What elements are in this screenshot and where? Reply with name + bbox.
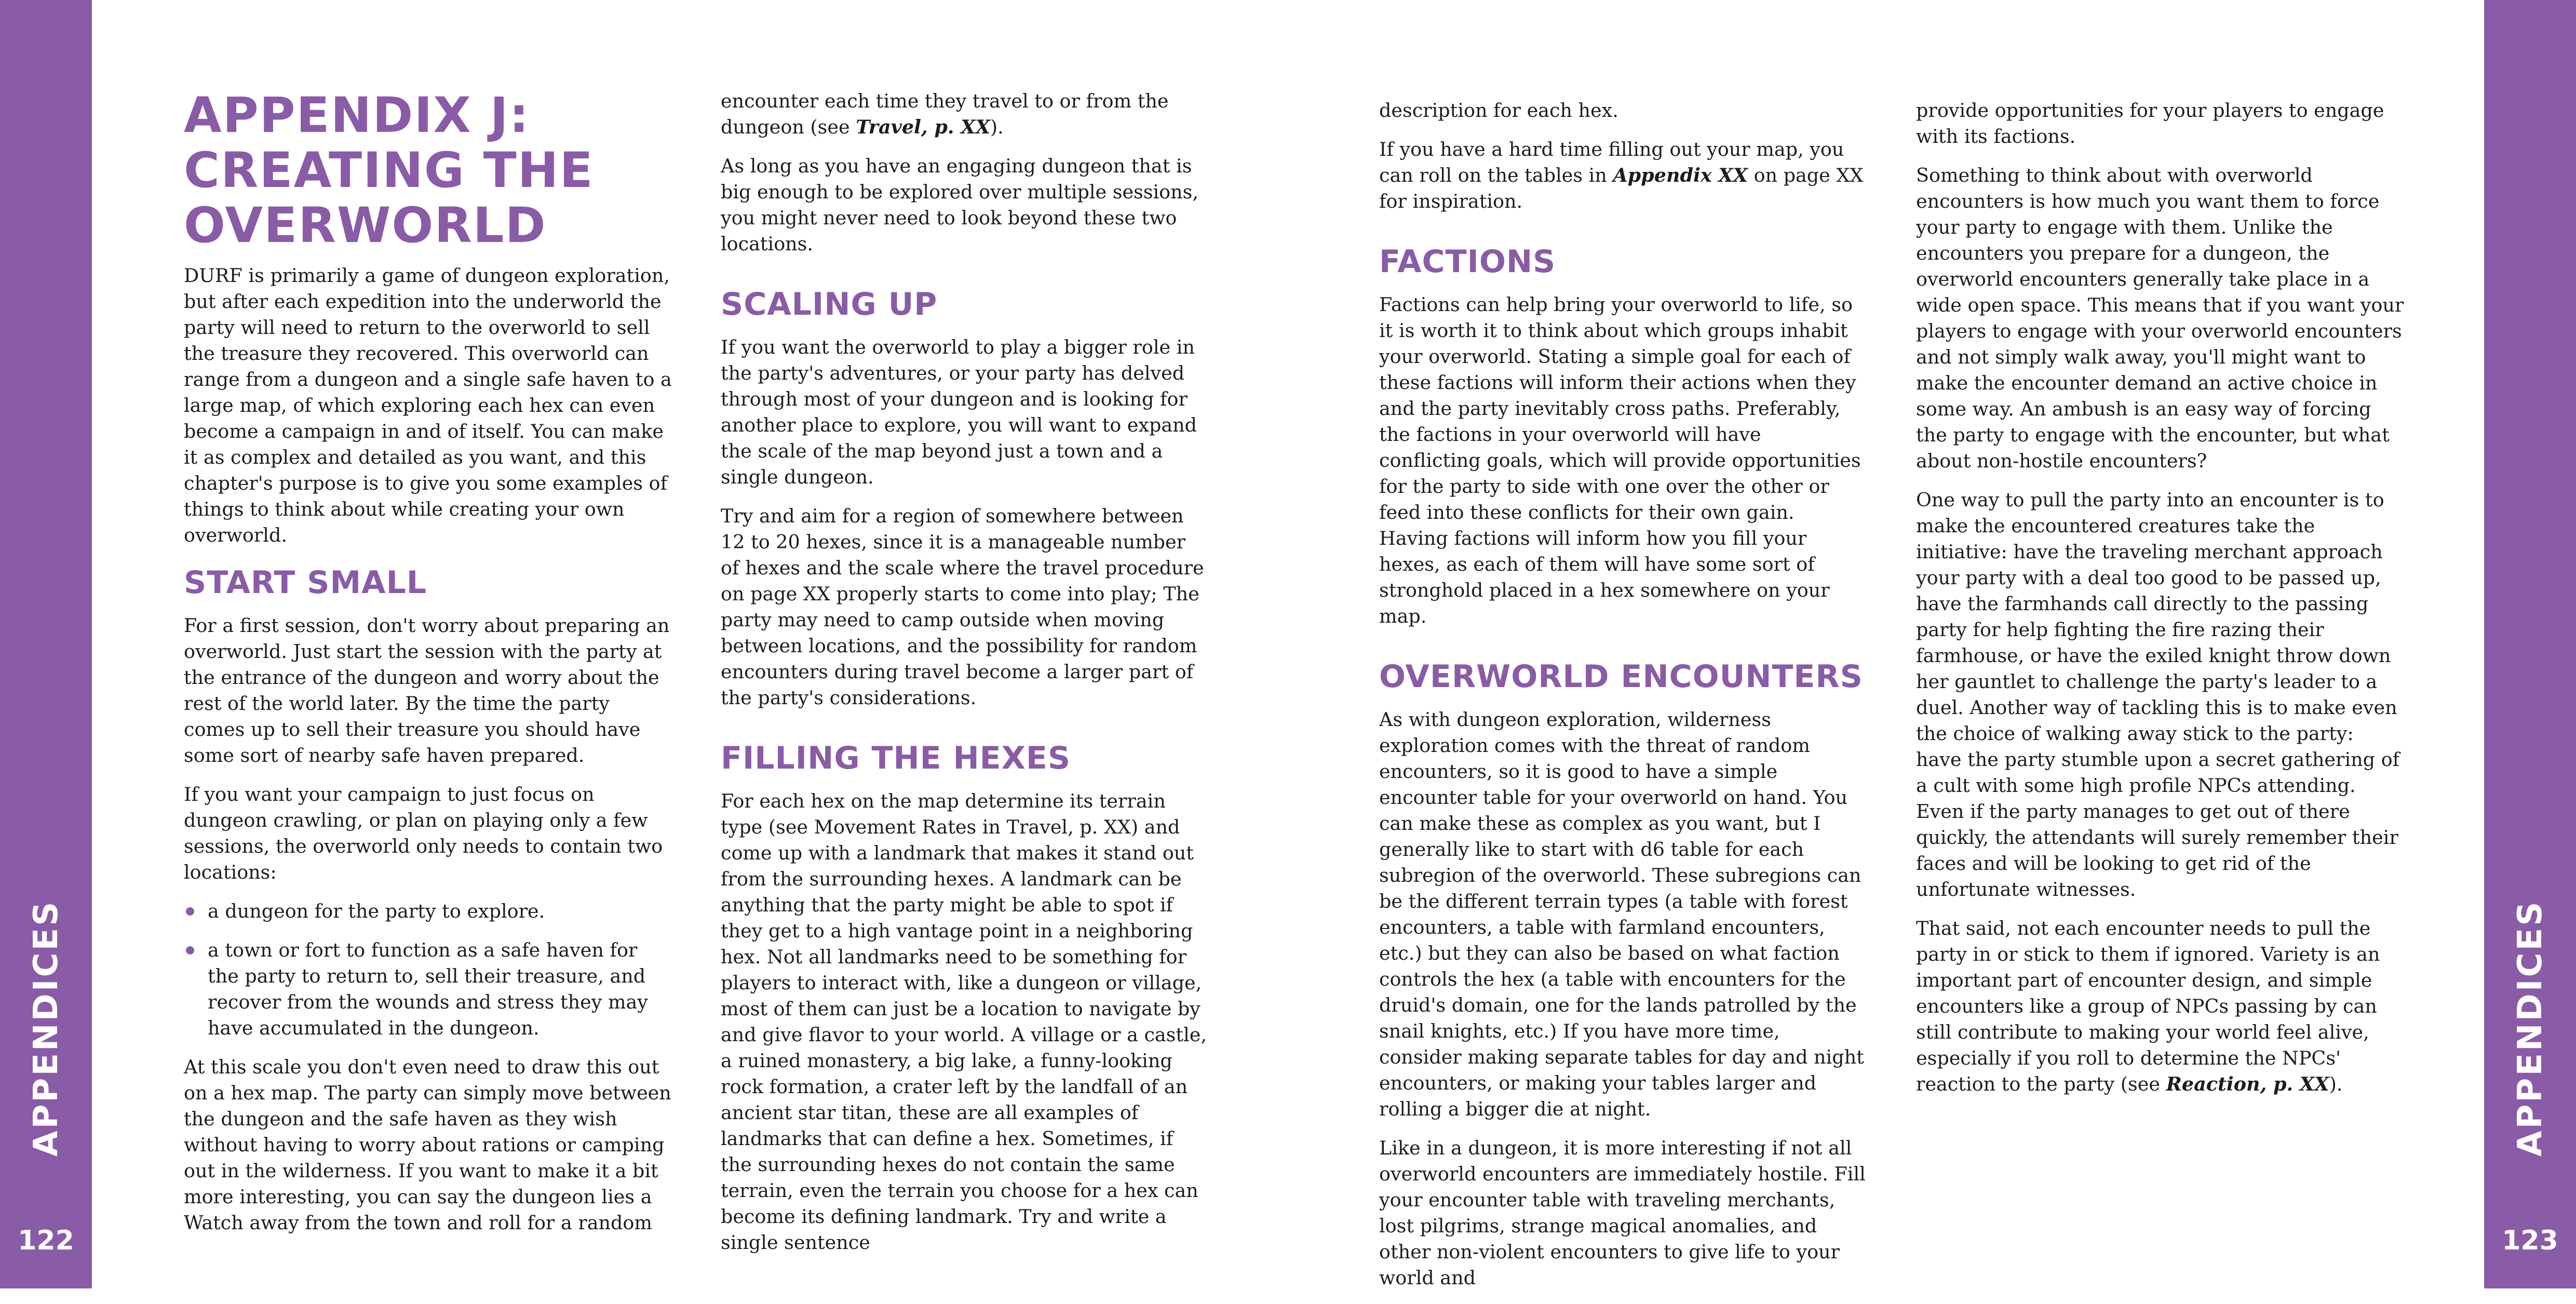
heading-start-small: START SMALL — [184, 564, 427, 601]
paragraph: As long as you have an engaging dungeon that is big enough to be explored over multiple sessions, you might never need to look beyond these two locations. — [721, 155, 1199, 255]
column-1 — [184, 88, 672, 1249]
paragraph: Try and aim for a region of somewhere between 12 to 20 hexes, since it is a manageable number of hexes and the scale where the travel procedure on page XX properly starts to come into play; The party may need to camp outside when moving between locations, and the possibility for random encounters during travel become a larger part of the party's considerations. — [721, 505, 1204, 709]
cross-reference: Reaction, p. XX — [2166, 1073, 2329, 1095]
page-title: APPENDIX J: CREATING THE OVERWORLD — [184, 87, 594, 254]
paragraph: Factions can help bring your overworld to life, so it is worth it to think about which groups inhabit your overworld. Stating a simple goal for each of these factions will inform their actions when they and the party inevitably cross paths. Preferably, the factions in your overworld will have conflicting goals, which will provide opportunities for the party to side with one over the other or feed into these conflicts for their own gain. Having factions will inform how you fill your hexes, as each of them will have some sort of stronghold placed in a hex somewhere on your map. — [1379, 293, 1861, 627]
paragraph: At this scale you don't even need to draw this out on a hex map. The party can simply move between the dungeon and the safe haven as they wish without having to worry about rations or camping out in the wilderness. If you want to make it a bit more interesting, you can say the dungeon lies a Watch away from the town and roll for a random — [184, 1056, 671, 1234]
paragraph — [1916, 916, 2404, 1097]
column-2 — [721, 88, 1209, 1269]
heading-factions: FACTIONS — [1379, 244, 1556, 280]
paragraph: Something to think about with overworld encounters is how much you want them to force your party to engage with them. Unlike the encounters you prepare for a dungeon, the overworld encounters generally take place in a wide open space. This means that if you want your players to engage with your overworld encounters and not simply walk away, you'll might want to make the encounter demand an active choice in some way. An ambush is an easy way of forcing the party to engage with the encounter, but what about non-hostile encounters? — [1916, 164, 2404, 472]
paragraph: Like in a dungeon, it is more interesting if not all overworld encounters are immediately hostile. Fill your encounter table with traveling merchants, lost pilgrims, strange magical anomalies, and other non-violent encounters to give life to your world and — [1379, 1137, 1866, 1289]
left-section-label: APPENDICES — [26, 899, 65, 1157]
right-section-label: APPENDICES — [2511, 899, 2550, 1157]
location-list — [184, 898, 672, 1041]
heading-filling-the-hexes: FILLING THE HEXES — [721, 740, 1071, 776]
heading-scaling-up: SCALING UP — [721, 286, 938, 322]
text-run: If you have a hard time filling out your map, you can roll on the tables in — [1379, 138, 1844, 186]
intro-paragraph: DURF is primarily a game of dungeon exploration, but after each expedition into the underworld the party will need to return to the overworld to sell the treasure they recovered. This overworld can range from a dungeon and a single safe haven to a large map, of which exploring each hex can even become a campaign in and of itself. You can make it as complex and detailed as you want, and this chapter's purpose is to give you some examples of things to think about while creating your own overworld. — [184, 264, 672, 546]
cross-reference: Travel, p. XX — [856, 116, 990, 138]
paragraph: For a first session, don't worry about preparing an overworld. Just start the session with the party at the entrance of the dungeon and worry about the rest of the world later. By the time the party comes up to sell their treasure you should have some sort of nearby safe haven prepared. — [184, 614, 670, 767]
text-run: ). — [990, 116, 1004, 138]
column-4 — [1916, 98, 2404, 1110]
paragraph: provide opportunities for your players to engage with its factions. — [1916, 99, 2384, 147]
paragraph: As with dungeon exploration, wilderness exploration comes with the threat of random encounters, so it is good to have a simple encounter table for your overworld on hand. You can make these as complex as you want, but I generally like to start with d6 table for each subregion of the overworld. These subregions can be the different terrain types (a table with forest encounters, a table with farmland encounters, etc.) but they can also be based on what faction controls the hex (a table with encounters for the druid's domain, one for the lands patrolled by the snail knights, etc.) If you have more time, consider making separate tables for day and night encounters, or making your tables larger and rolling a bigger die at night. — [1379, 708, 1864, 1120]
cross-reference: Appendix XX — [1613, 164, 1748, 186]
text-run: That said, not each encounter needs to pull the party in or stick to them if ignored. Variety is an important part of encounter design, and simple encounters like a group of NPCs passing by can still contribute to making your world feel alive, especially if you roll to determine the NPCs' reaction to the party (see — [1916, 917, 2380, 1095]
paragraph: If you want your campaign to just focus on dungeon crawling, or plan on playing only a few sessions, the overworld only needs to contain two locations: — [184, 783, 663, 883]
list-item: a dungeon for the party to explore. — [184, 898, 672, 924]
text-run: encounter each time they travel to or from the dungeon (see — [721, 90, 1169, 138]
paragraph: If you want the overworld to play a bigger role in the party's adventures, or your party has delved through most of your dungeon and is looking for another place to explore, you will want to expand the scale of the map beyond just a town and a single dungeon. — [721, 336, 1197, 488]
column-3 — [1379, 98, 1867, 1304]
left-page-number: 122 — [18, 1225, 74, 1256]
paragraph — [721, 88, 1209, 140]
right-margin-bar — [2484, 0, 2576, 1288]
paragraph: One way to pull the party into an encounter is to make the encountered creatures take the initiative: have the traveling merchant approach your party with a deal too good to be passed up, have the farmhands call directly to the passing party for help fighting the fire razing their farmhouse, or have the exiled knight throw down her gauntlet to challenge the party's leader to a duel. Another way of tackling this is to make even the choice of walking away stick to the party: have the party stumble upon a secret gathering of a cult with some high profile NPCs attending. Even if the party manages to get out of there quickly, the attendants will surely remember their faces and will be looking to get rid of the unfortunate witnesses. — [1916, 489, 2400, 900]
paragraph: description for each hex. — [1379, 99, 1619, 122]
paragraph: For each hex on the map determine its terrain type (see Movement Rates in Travel, p. XX) and come up with a landmark that makes it stand out from the surrounding hexes. A landmark can be anything that the party might be able to spot if they get to a high vantage point in a neighboring hex. Not all landmarks need to be something for players to interact with, like a dungeon or village, most of them can just be a location to navigate by and give flavor to your world. A village or a castle, a ruined monastery, a big lake, a funny-looking rock formation, a crater left by the landfall of an ancient star titan, these are all examples of landmarks that can define a hex. Sometimes, if the surrounding hexes do not contain the same terrain, even the terrain you choose for a hex can become its defining landmark. Try and write a single sentence — [721, 790, 1207, 1254]
left-margin-bar — [0, 0, 92, 1288]
paragraph — [1379, 137, 1867, 214]
text-run: on page XX for inspiration. — [1379, 164, 1864, 212]
list-item: a town or fort to function as a safe haven for the party to return to, sell their treasure, and recover from the wounds and stress they may have accumulated in the dungeon. — [184, 937, 672, 1041]
text-run: ). — [2329, 1073, 2343, 1095]
right-page-number: 123 — [2502, 1225, 2558, 1256]
heading-overworld-encounters: OVERWORLD ENCOUNTERS — [1379, 658, 1863, 695]
